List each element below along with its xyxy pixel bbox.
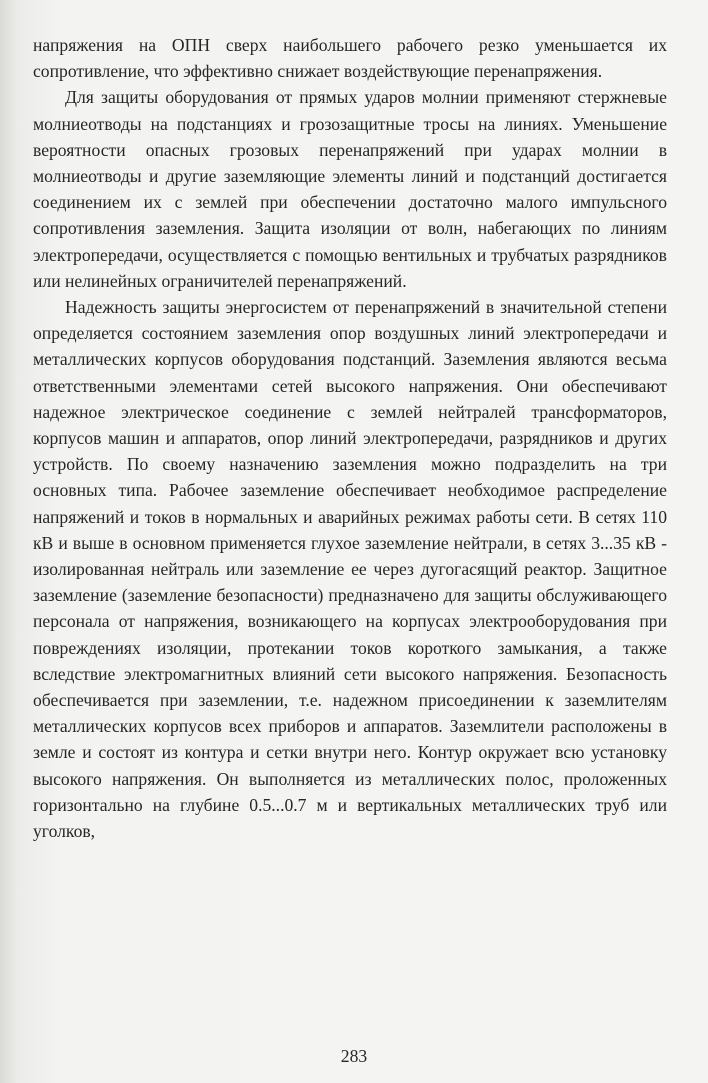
paragraph-continuation: напряжения на ОПН сверх наибольшего рабочего резко уменьшается их сопротивление, что эффективно снижает воздействующие перенапряжения. — [33, 35, 667, 82]
paragraph-lightning-protection: Для защиты оборудования от прямых ударов молнии применяют стержневые молниеотводы на подстанциях и грозозащитные тросы на линиях. Уменьшение вероятности опасных грозовых перенапряжений при ударах молнии в молниеотводы и другие заземляющие элементы линий и подстанций достигается соединением их с землей при обеспечении достаточно малого импульсного сопротивления заземления. Защита изоляции от волн, набегающих по линиям электропередачи, осуществляется с помощью вентильных и трубчатых разрядников или нелинейных ограничителей перенапряжений. — [33, 87, 667, 291]
page-body-text — [33, 32, 667, 844]
paragraph-grounding: Надежность защиты энергосистем от перенапряжений в значительной степени определяется состоянием заземления опор воздушных линий электропередачи и металлических корпусов оборудования подстанций. Заземления являются весьма ответственными элементами сетей высокого напряжения. Они обеспечивают надежное электрическое соединение с землей нейтралей трансформаторов, корпусов машин и аппаратов, опор линий электропередачи, разрядников и других устройств. По своему назначению заземления можно подразделить на три основных типа. Рабочее заземление обеспечивает необходимое распределение напряжений и токов в нормальных и аварийных режимах работы сети. В сетях 110 кВ и выше в основном применяется глухое заземление нейтрали, в сетях 3...35 кВ - изолированная нейтраль или заземление ее через дугогасящий реактор. Защитное заземление (заземление безопасности) предназначено для защиты обслуживающего персонала от напряжения, возникающего на корпусах электрооборудования при повреждениях изоляции, протекании токов короткого замыкания, а также вследствие электромагнитных влияний сети высокого напряжения. Безопасность обеспечивается при заземлении, т.е. надежном присоединении к заземлителям металлических корпусов всех приборов и аппаратов. Заземлители расположены в земле и состоят из контура и сетки внутри него. Контур окружает всю установку высокого напряжения. Он выполняется из металлических полос, проложенных горизонтально на глубине 0.5...0.7 м и вертикальных металлических труб или уголков, — [33, 297, 667, 842]
page-number: 283 — [340, 1046, 368, 1066]
